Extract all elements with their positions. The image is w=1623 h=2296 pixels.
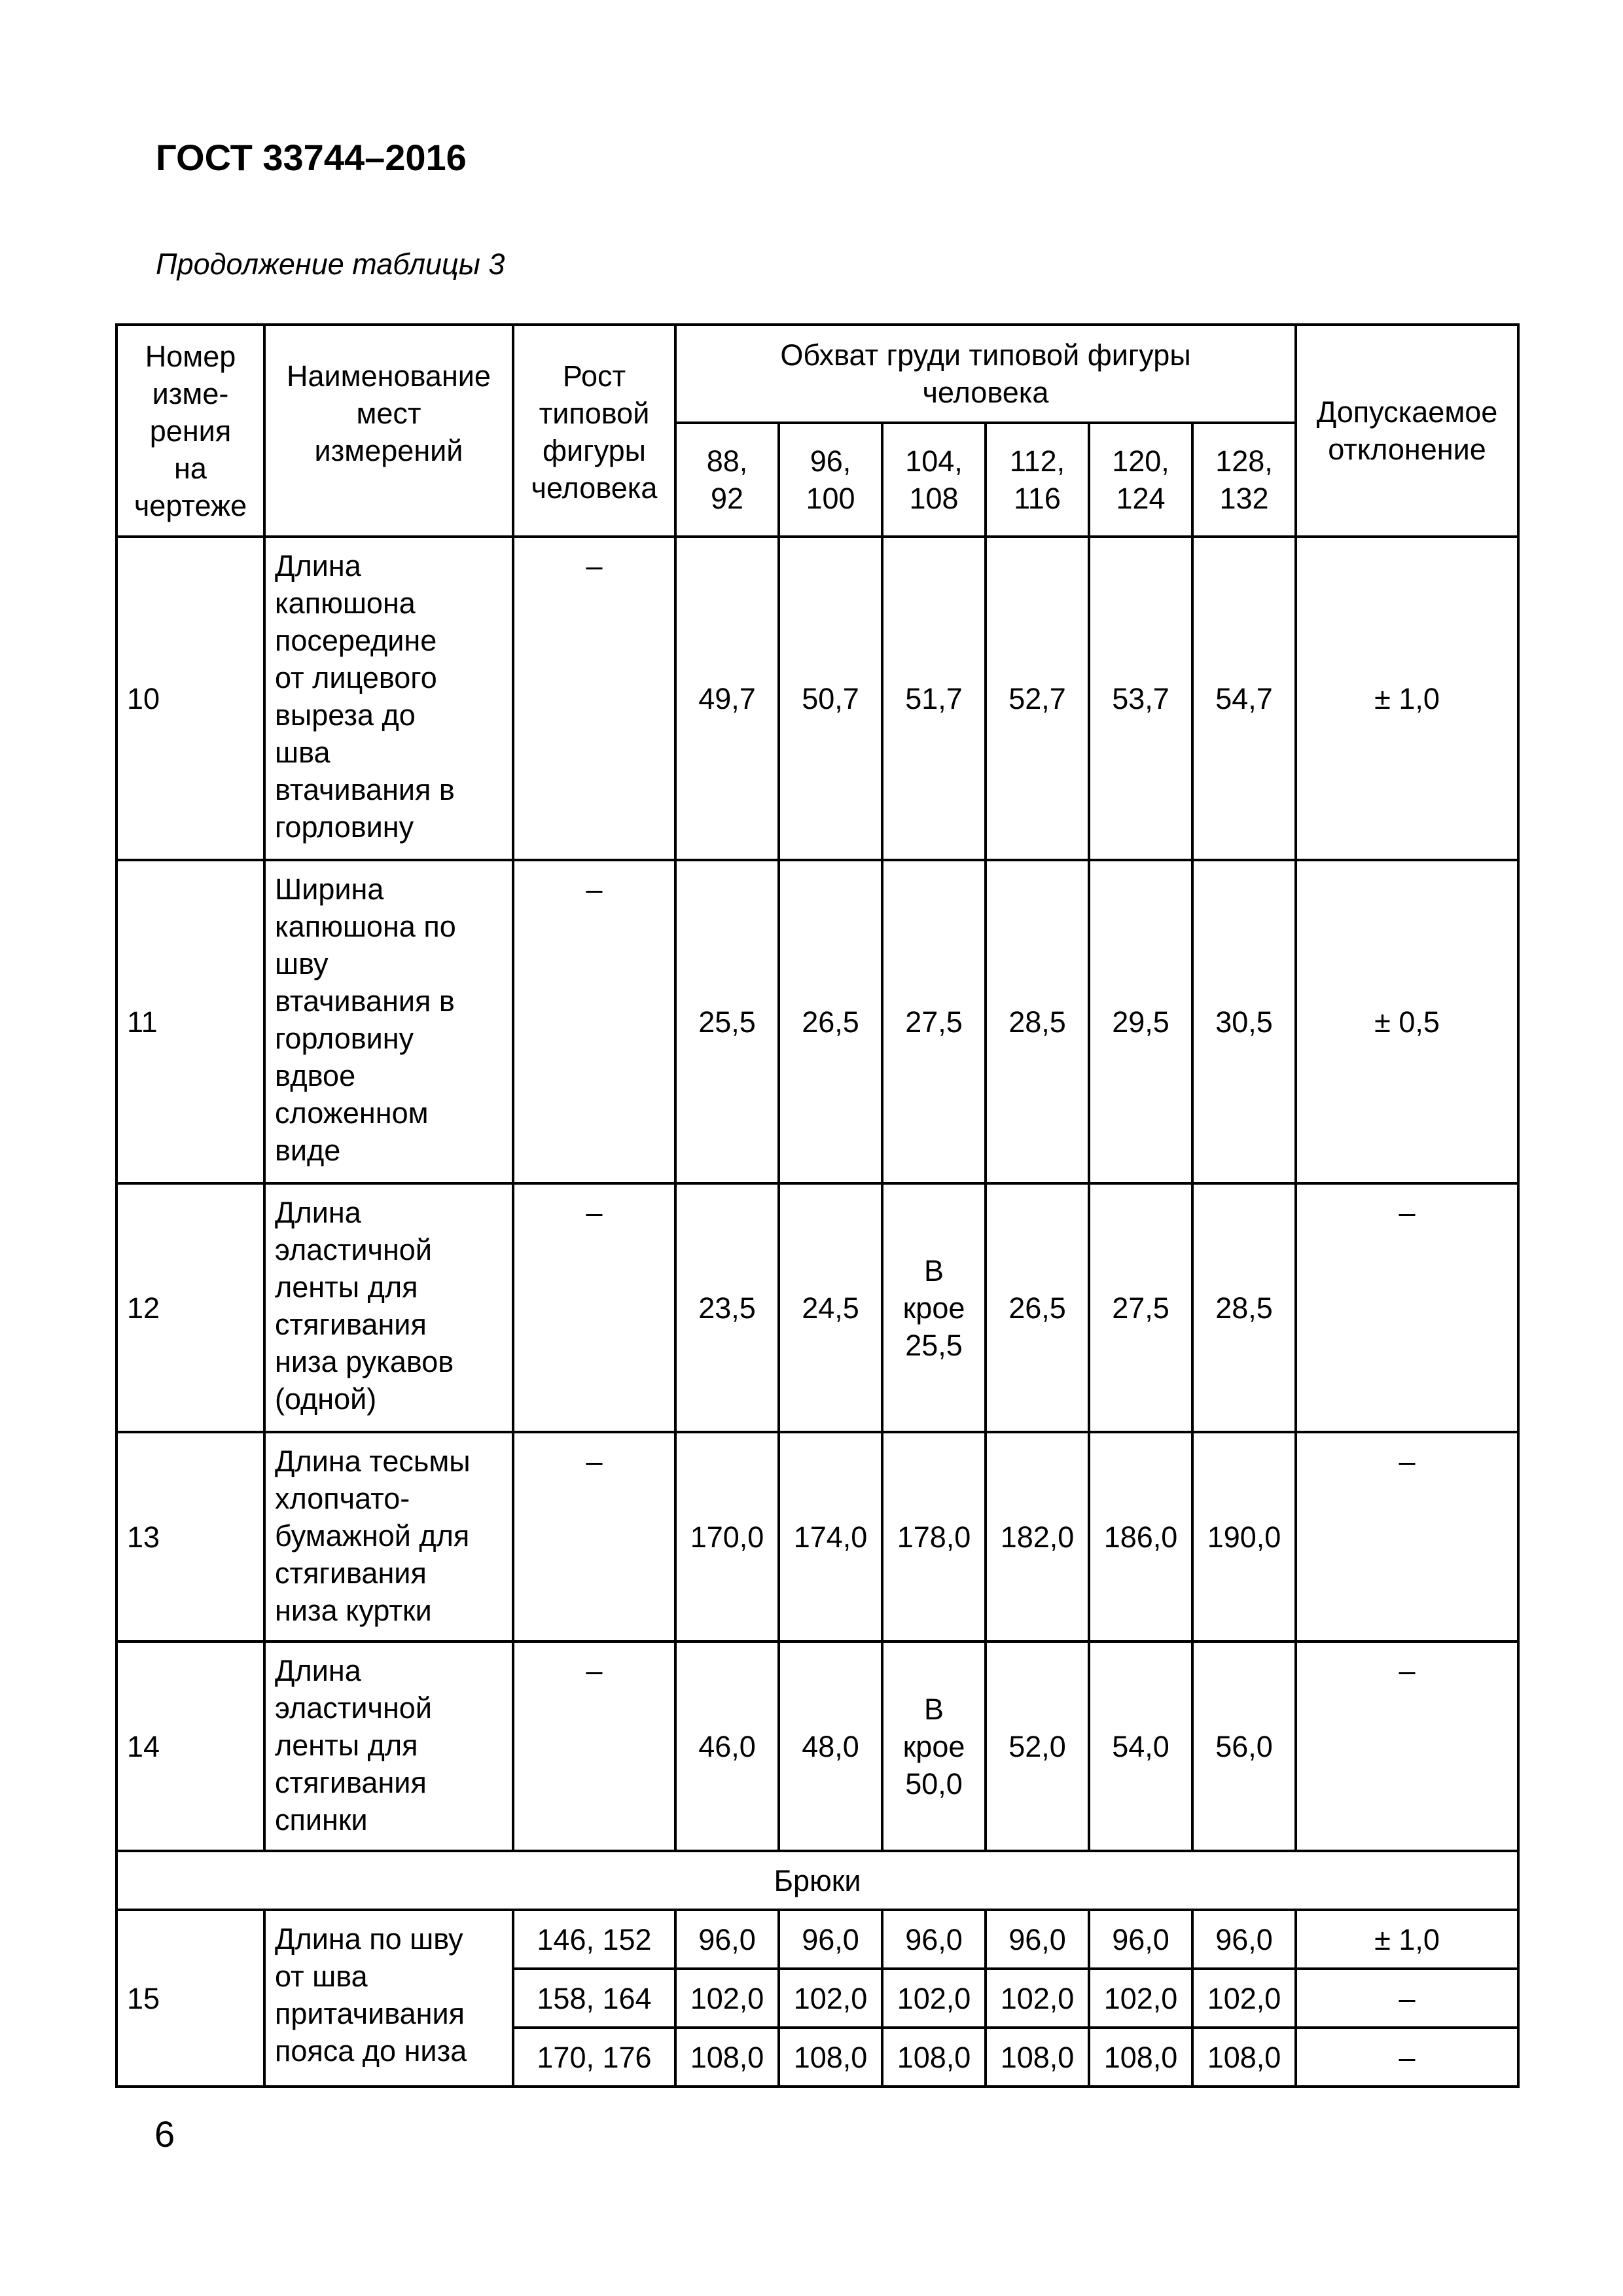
row-value: 29,5 [1089, 860, 1192, 1183]
header-chest-group: Обхват груди типовой фигуры человека [675, 325, 1296, 423]
row-value: 108,0 [779, 2028, 882, 2087]
page-title: ГОСТ 33744–2016 [156, 137, 467, 178]
row-value: 27,5 [882, 860, 986, 1183]
row-value: 56,0 [1192, 1641, 1296, 1851]
row-value: 96,0 [1089, 1910, 1192, 1969]
row-number: 15 [116, 1910, 264, 2087]
row-value: 108,0 [986, 2028, 1089, 2087]
row-name: Длина эластичной ленты для стягивания спинки [264, 1641, 513, 1851]
table-row [116, 537, 1518, 860]
row-name: Ширина капюшона по шву втачивания в горловину вдвое сложенном виде [264, 860, 513, 1183]
row-value: 108,0 [882, 2028, 986, 2087]
row-tolerance: – [1296, 1183, 1518, 1432]
row-tolerance: – [1296, 1641, 1518, 1851]
row-value: 182,0 [986, 1432, 1089, 1641]
table-row [116, 1432, 1518, 1641]
header-chest-size: 88, 92 [675, 423, 779, 537]
row-value: 108,0 [1089, 2028, 1192, 2087]
table-row [116, 1641, 1518, 1851]
row-value: 50,7 [779, 537, 882, 860]
row-value: В крое 25,5 [882, 1183, 986, 1432]
row-tolerance: ± 1,0 [1296, 1910, 1518, 1969]
row-value: 102,0 [1192, 1969, 1296, 2028]
section-title: Брюки [116, 1851, 1518, 1910]
header-chest-size: 104, 108 [882, 423, 986, 537]
row-value: 96,0 [779, 1910, 882, 1969]
row-value: 108,0 [1192, 2028, 1296, 2087]
header-chest-size: 112, 116 [986, 423, 1089, 537]
row-value: 52,7 [986, 537, 1089, 860]
header-chest-size: 96, 100 [779, 423, 882, 537]
row-value: 96,0 [882, 1910, 986, 1969]
row-height: – [513, 860, 675, 1183]
row-value: 26,5 [986, 1183, 1089, 1432]
row-height: 146, 152 [513, 1910, 675, 1969]
row-value: 30,5 [1192, 860, 1296, 1183]
row-tolerance: ± 1,0 [1296, 537, 1518, 860]
row-name: Длина эластичной ленты для стягивания низа рукавов (одной) [264, 1183, 513, 1432]
page-number: 6 [154, 2113, 175, 2155]
row-value: 102,0 [986, 1969, 1089, 2028]
header-name: Наименование мест измерений [264, 325, 513, 537]
row-value: 48,0 [779, 1641, 882, 1851]
row-number: 10 [116, 537, 264, 860]
header-chest-size: 120, 124 [1089, 423, 1192, 537]
row-value: 108,0 [675, 2028, 779, 2087]
row-value: 52,0 [986, 1641, 1089, 1851]
measurements-table [115, 323, 1520, 2088]
row-height: – [513, 1432, 675, 1641]
row-value: 46,0 [675, 1641, 779, 1851]
row-value: 102,0 [882, 1969, 986, 2028]
row-height: 158, 164 [513, 1969, 675, 2028]
row-number: 13 [116, 1432, 264, 1641]
row-value: 186,0 [1089, 1432, 1192, 1641]
row-tolerance: – [1296, 1432, 1518, 1641]
row-number: 11 [116, 860, 264, 1183]
row-tolerance: – [1296, 1969, 1518, 2028]
row-height: – [513, 537, 675, 860]
row-value: 174,0 [779, 1432, 882, 1641]
row-value: 53,7 [1089, 537, 1192, 860]
header-chest-size: 128, 132 [1192, 423, 1296, 537]
row-value: 96,0 [986, 1910, 1089, 1969]
row-height: 170, 176 [513, 2028, 675, 2087]
row-height: – [513, 1183, 675, 1432]
header-number: Номер изме- рения на чертеже [116, 325, 264, 537]
row-value: 54,7 [1192, 537, 1296, 860]
table-row [116, 1183, 1518, 1432]
row-name: Длина капюшона посередине от лицевого выреза до шва втачивания в горловину [264, 537, 513, 860]
row-value: 24,5 [779, 1183, 882, 1432]
row-value: 102,0 [675, 1969, 779, 2028]
row-value: 25,5 [675, 860, 779, 1183]
row-value: 96,0 [675, 1910, 779, 1969]
table-row [116, 1910, 1518, 1969]
row-value: 54,0 [1089, 1641, 1192, 1851]
row-value: 51,7 [882, 537, 986, 860]
row-value: В крое 50,0 [882, 1641, 986, 1851]
row-number: 14 [116, 1641, 264, 1851]
row-number: 12 [116, 1183, 264, 1432]
row-value: 102,0 [1089, 1969, 1192, 2028]
header-tolerance: Допускаемое отклонение [1296, 325, 1518, 537]
row-value: 27,5 [1089, 1183, 1192, 1432]
row-tolerance: – [1296, 2028, 1518, 2087]
row-name: Длина по шву от шва притачивания пояса до низа [264, 1910, 513, 2087]
row-value: 49,7 [675, 537, 779, 860]
header-height: Рост типовой фигуры человека [513, 325, 675, 537]
row-name: Длина тесьмы хлопчато- бумажной для стягивания низа куртки [264, 1432, 513, 1641]
row-height: – [513, 1641, 675, 1851]
row-value: 96,0 [1192, 1910, 1296, 1969]
row-value: 28,5 [1192, 1183, 1296, 1432]
row-tolerance: ± 0,5 [1296, 860, 1518, 1183]
row-value: 26,5 [779, 860, 882, 1183]
row-value: 190,0 [1192, 1432, 1296, 1641]
table-row [116, 860, 1518, 1183]
row-value: 102,0 [779, 1969, 882, 2028]
table-caption: Продолжение таблицы 3 [156, 247, 505, 281]
row-value: 28,5 [986, 860, 1089, 1183]
row-value: 178,0 [882, 1432, 986, 1641]
row-value: 23,5 [675, 1183, 779, 1432]
row-value: 170,0 [675, 1432, 779, 1641]
